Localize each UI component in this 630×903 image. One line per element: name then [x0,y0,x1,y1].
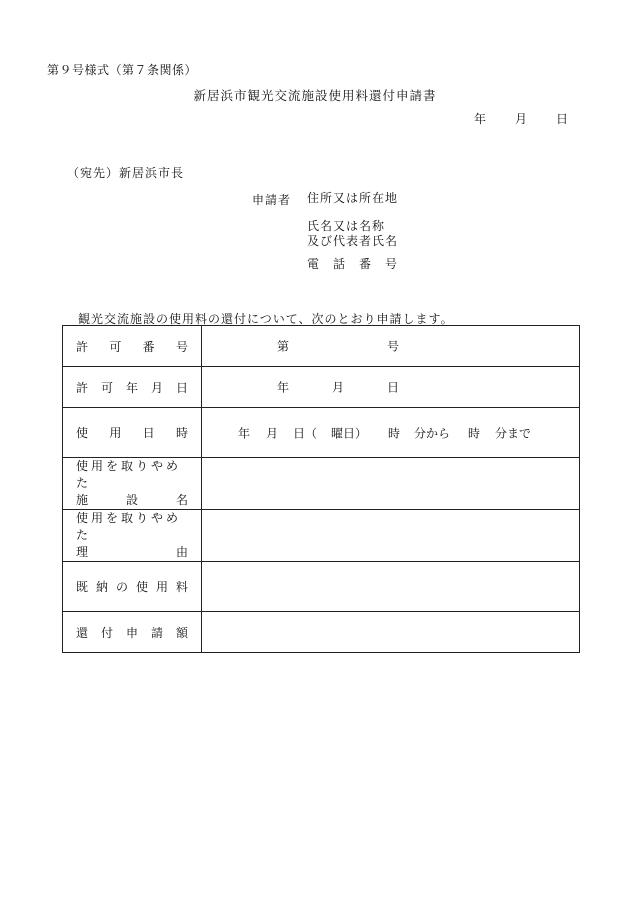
label-cancel-reason: 使用を取りやめた 理 由 [63,510,202,562]
label-permit-number: 許 可 番 号 [63,326,202,367]
value-refund-amount[interactable] [202,612,580,653]
applicant-name-label [307,219,398,249]
date-month: 月 [515,112,528,126]
permit-date-day: 日 [387,380,400,395]
applicant-name-line1: 氏名又は名称 [307,219,386,233]
row-refund-amount [63,612,580,653]
label-refund-amount: 還 付 申 請 額 [63,612,202,653]
value-permit-number[interactable] [202,326,580,367]
date-year: 年 [474,112,487,126]
use-end-hour: 時 [468,426,481,440]
form-number: 第９号様式（第７条関係） [47,63,198,77]
row-permit-date [63,367,580,408]
applicant-label: 申請者 [252,193,292,207]
value-permit-date[interactable] [202,367,580,408]
value-paid-fee[interactable] [202,562,580,612]
label-use-datetime: 使 用 日 時 [63,408,202,458]
value-use-datetime[interactable] [202,408,580,458]
use-start-hour: 時 [388,426,401,440]
applicant-address-label: 住所又は所在地 [307,191,399,205]
permit-date-month: 月 [332,380,345,395]
row-permit-number [63,326,580,367]
use-end-minute: 分まで [495,426,532,440]
application-table [62,325,580,653]
date-day: 日 [556,112,569,126]
permit-number-suffix: 号 [387,339,400,354]
use-year: 年 [238,426,251,440]
row-use-datetime [63,408,580,458]
applicant-name-line2: 及び代表者氏名 [307,234,399,248]
addressee: （宛先）新居浜市長 [67,166,185,180]
row-cancelled-facility [63,458,580,510]
applicant-phone-label: 電 話 番 号 [307,257,399,271]
label-cancelled-facility: 使用を取りやめた 施 設 名 [63,458,202,510]
use-start-minute: 分から [414,426,451,440]
permit-number-prefix: 第 [277,339,290,354]
row-cancel-reason [63,510,580,562]
label-permit-date: 許 可 年 月 日 [63,367,202,408]
value-cancelled-facility[interactable] [202,458,580,510]
use-month: 月 [266,426,279,440]
use-day: 日（ [293,426,318,440]
intro-text: 観光交流施設の使用料の還付について、次のとおり申請します。 [78,312,454,326]
value-cancel-reason[interactable] [202,510,580,562]
label-paid-fee: 既 納 の 使 用 料 [63,562,202,612]
use-weekday: 曜日） [331,426,368,440]
row-paid-fee [63,562,580,612]
permit-date-year: 年 [277,380,290,395]
document-title: 新居浜市観光交流施設使用料還付申請書 [193,88,437,103]
